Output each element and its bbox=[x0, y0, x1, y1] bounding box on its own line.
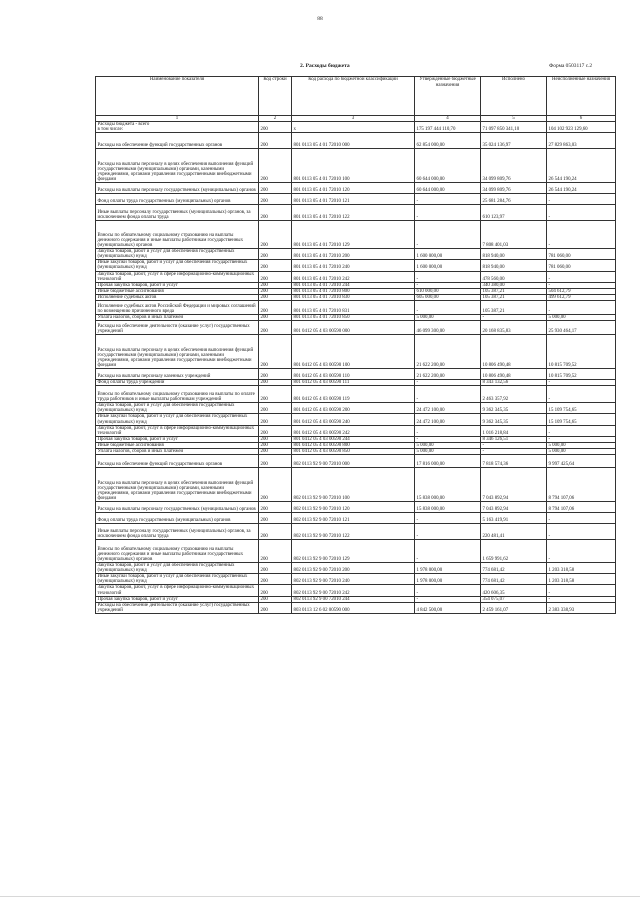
row-approved: 21 622 200,00 bbox=[415, 335, 481, 369]
row-approved: 60 644 000,00 bbox=[415, 149, 481, 183]
row-expense-code: 801 0113 05 4 01 72010 122 bbox=[292, 205, 415, 221]
row-approved: 15 838 000,00 bbox=[415, 468, 481, 502]
row-executed: 354 075,07 bbox=[481, 596, 547, 602]
table-row bbox=[96, 301, 616, 315]
row-approved: - bbox=[415, 301, 481, 315]
row-line-code: 200 bbox=[259, 321, 292, 335]
row-executed: 8 343 132,56 bbox=[481, 380, 547, 386]
row-line-code: 200 bbox=[259, 380, 292, 386]
row-unexecuted: - bbox=[547, 524, 616, 540]
row-approved: - bbox=[415, 540, 481, 563]
row-line-code: 200 bbox=[259, 271, 292, 282]
row-line-code: 200 bbox=[259, 436, 292, 442]
row-name: Фонд оплаты труда учреждений bbox=[96, 380, 259, 386]
row-unexecuted: 781 060,00 bbox=[547, 260, 616, 271]
row-executed: 610 123,97 bbox=[481, 205, 547, 221]
table-row bbox=[96, 585, 616, 596]
row-expense-code: 801 0113 05 4 01 72010 000 bbox=[292, 133, 415, 149]
row-expense-code: 802 0113 92 9 00 72010 242 bbox=[292, 585, 415, 596]
row-expense-code: 801 0412 05 4 03 00590 800 bbox=[292, 442, 415, 448]
row-name: Иные закупки товаров, работ и услуг для обеспечения государственных (муниципальных) нужд bbox=[96, 414, 259, 425]
row-executed: 818 940,00 bbox=[481, 260, 547, 271]
row-name: Иные закупки товаров, работ и услуг для обеспечения государственных (муниципальных) нужд bbox=[96, 574, 259, 585]
row-unexecuted: - bbox=[547, 386, 616, 403]
table-row bbox=[96, 249, 616, 260]
row-executed: 7 043 892,94 bbox=[481, 502, 547, 513]
row-line-code: 200 bbox=[259, 260, 292, 271]
row-approved: 24 472 100,00 bbox=[415, 414, 481, 425]
row-approved: - bbox=[415, 194, 481, 205]
row-unexecuted: 8 794 107,06 bbox=[547, 468, 616, 502]
table-row bbox=[96, 574, 616, 585]
table-row bbox=[96, 205, 616, 221]
row-executed: 478 560,00 bbox=[481, 271, 547, 282]
row-line-code: 200 bbox=[259, 468, 292, 502]
row-unexecuted: - bbox=[547, 436, 616, 442]
table-row bbox=[96, 414, 616, 425]
row-unexecuted: 15 109 754,65 bbox=[547, 414, 616, 425]
row-line-code: 200 bbox=[259, 563, 292, 574]
row-expense-code: 801 0113 05 4 01 72010 120 bbox=[292, 183, 415, 194]
row-name: Расходы на выплаты персоналу в целях обеспечения выполнения функций государственными (муниципальными) органами, казенными учреждениями, органами управления государственными внебюджетными фондами bbox=[96, 149, 259, 183]
form-code: Форма 0503117 с.2 bbox=[549, 63, 593, 69]
row-executed: 7 818 574,36 bbox=[481, 455, 547, 468]
row-executed: - bbox=[481, 442, 547, 448]
column-number: 2 bbox=[259, 116, 292, 122]
row-expense-code: 801 0412 05 4 03 00590 200 bbox=[292, 403, 415, 414]
row-approved: - bbox=[415, 596, 481, 602]
row-expense-code: 801 0113 05 4 01 72010 240 bbox=[292, 260, 415, 271]
row-executed: 7 808 401,03 bbox=[481, 221, 547, 249]
table-row bbox=[96, 524, 616, 540]
row-approved: 15 838 000,00 bbox=[415, 502, 481, 513]
row-expense-code: 801 0113 05 4 01 72010 831 bbox=[292, 301, 415, 315]
table-row bbox=[96, 133, 616, 149]
row-line-code: 200 bbox=[259, 442, 292, 448]
row-approved: - bbox=[415, 585, 481, 596]
table-row bbox=[96, 540, 616, 563]
row-expense-code: 802 0113 92 9 00 72010 000 bbox=[292, 455, 415, 468]
row-approved: 175 197 444 110,70 bbox=[415, 122, 481, 133]
row-expense-code: 801 0113 05 4 01 72010 129 bbox=[292, 221, 415, 249]
row-name: Иные выплаты персоналу государственных (муниципальных) органов, за исключением фонда оплаты труда bbox=[96, 205, 259, 221]
table-row bbox=[96, 403, 616, 414]
row-unexecuted: - bbox=[547, 425, 616, 436]
row-executed: 34 099 809,76 bbox=[481, 149, 547, 183]
row-approved: 605 000,00 bbox=[415, 294, 481, 300]
row-name: Расходы на обеспечение деятельности (оказание услуг) государственных учреждений bbox=[96, 602, 259, 613]
row-line-code: 200 bbox=[259, 301, 292, 315]
row-executed: 9 362 345,35 bbox=[481, 414, 547, 425]
row-name: Исполнение судебных актов bbox=[96, 294, 259, 300]
row-executed: 20 168 835,83 bbox=[481, 321, 547, 335]
row-unexecuted: - bbox=[547, 540, 616, 563]
row-approved: - bbox=[415, 271, 481, 282]
header-row bbox=[96, 77, 616, 116]
row-expense-code: 803 0113 12 6 02 00590 000 bbox=[292, 602, 415, 613]
row-line-code: 200 bbox=[259, 288, 292, 294]
row-line-code: 200 bbox=[259, 133, 292, 149]
row-unexecuted: - bbox=[547, 380, 616, 386]
row-expense-code: 801 0412 05 4 03 00590 000 bbox=[292, 321, 415, 335]
row-unexecuted: 1 203 318,58 bbox=[547, 563, 616, 574]
row-executed: - bbox=[481, 448, 547, 454]
table-body bbox=[96, 122, 616, 614]
row-name: Закупка товаров, работ и услуг для обеспечения государственных (муниципальных) нужд bbox=[96, 563, 259, 574]
row-approved: 21 622 200,00 bbox=[415, 369, 481, 380]
row-expense-code: 802 0113 92 9 00 72010 244 bbox=[292, 596, 415, 602]
row-unexecuted: 27 829 863,03 bbox=[547, 133, 616, 149]
row-name: Расходы на выплаты персоналу в целях обеспечения выполнения функций государственными (муниципальными) органами, казенными учреждениями, органами управления государственными внебюджетными фондами bbox=[96, 335, 259, 369]
row-unexecuted: 9 997 425,64 bbox=[547, 455, 616, 468]
table-row bbox=[96, 335, 616, 369]
row-unexecuted: 5 000,00 bbox=[547, 448, 616, 454]
row-expense-code: 802 0113 92 9 00 72010 122 bbox=[292, 524, 415, 540]
row-approved: - bbox=[415, 436, 481, 442]
row-unexecuted: 2 383 338,93 bbox=[547, 602, 616, 613]
row-line-code: 200 bbox=[259, 574, 292, 585]
row-unexecuted: 15 109 754,65 bbox=[547, 403, 616, 414]
row-unexecuted: - bbox=[547, 513, 616, 524]
table-row bbox=[96, 455, 616, 468]
column-header-executed: Исполнено bbox=[481, 77, 547, 116]
row-unexecuted: 499 612,79 bbox=[547, 294, 616, 300]
row-line-code: 200 bbox=[259, 194, 292, 205]
row-executed: 105 387,21 bbox=[481, 288, 547, 294]
row-line-code: 200 bbox=[259, 315, 292, 321]
row-name: Расходы на обеспечение функций государственных органов bbox=[96, 455, 259, 468]
row-expense-code: 802 0113 92 9 00 72010 200 bbox=[292, 563, 415, 574]
row-unexecuted: 10 815 709,52 bbox=[547, 369, 616, 380]
row-approved: 46 099 300,00 bbox=[415, 321, 481, 335]
row-approved: - bbox=[415, 205, 481, 221]
row-expense-code: 802 0113 92 9 00 72010 129 bbox=[292, 540, 415, 563]
row-expense-code: 802 0113 92 9 00 72010 100 bbox=[292, 468, 415, 502]
row-name: Расходы на выплаты персоналу в целях обеспечения выполнения функций государственными (муниципальными) органами, казенными учреждениями, органами управления государственными внебюджетными фондами bbox=[96, 468, 259, 502]
row-executed: 10 806 490,48 bbox=[481, 369, 547, 380]
row-unexecuted: 10 815 709,52 bbox=[547, 335, 616, 369]
row-unexecuted: - bbox=[547, 282, 616, 288]
row-line-code: 200 bbox=[259, 149, 292, 183]
row-name: Иные выплаты персоналу государственных (муниципальных) органов, за исключением фонда оплаты труда bbox=[96, 524, 259, 540]
row-name: Закупка товаров, работ, услуг в сфере информационно-коммуникационных технологий bbox=[96, 425, 259, 436]
row-approved: - bbox=[415, 425, 481, 436]
row-unexecuted: - bbox=[547, 271, 616, 282]
row-name: Расходы на выплаты персоналу государственных (муниципальных) органов bbox=[96, 502, 259, 513]
row-name: Взносы по обязательному социальному страхованию на выплаты денежного содержания и иные выплаты работникам государственных (муниципальных) органов bbox=[96, 540, 259, 563]
row-expense-code: 801 0113 05 4 01 72010 830 bbox=[292, 294, 415, 300]
row-unexecuted: - bbox=[547, 596, 616, 602]
column-header-expense-code: Код расхода по бюджетной классификации bbox=[292, 77, 415, 116]
row-approved: 1 978 000,00 bbox=[415, 563, 481, 574]
column-header-unexecuted: Неисполненные назначения bbox=[547, 77, 616, 116]
row-executed: 9 362 345,35 bbox=[481, 403, 547, 414]
row-line-code: 200 bbox=[259, 221, 292, 249]
row-line-code: 200 bbox=[259, 386, 292, 403]
table-row bbox=[96, 425, 616, 436]
row-approved: 5 000,00 bbox=[415, 442, 481, 448]
row-name: Иные бюджетные ассигнования bbox=[96, 442, 259, 448]
row-executed: 71 097 850 341,10 bbox=[481, 122, 547, 133]
row-approved: 24 472 100,00 bbox=[415, 403, 481, 414]
row-approved: 60 644 000,00 bbox=[415, 183, 481, 194]
row-line-code: 200 bbox=[259, 455, 292, 468]
row-name: Расходы на обеспечение функций государственных органов bbox=[96, 133, 259, 149]
row-line-code: 200 bbox=[259, 425, 292, 436]
row-expense-code: 801 0412 05 4 03 00590 240 bbox=[292, 414, 415, 425]
row-approved: - bbox=[415, 386, 481, 403]
row-line-code: 200 bbox=[259, 602, 292, 613]
row-approved: 1 600 000,00 bbox=[415, 260, 481, 271]
row-unexecuted: - bbox=[547, 585, 616, 596]
row-executed: 220 481,41 bbox=[481, 524, 547, 540]
row-unexecuted: 26 544 190,24 bbox=[547, 149, 616, 183]
row-line-code: 200 bbox=[259, 596, 292, 602]
row-name: Взносы по обязательному социальному страхованию на выплаты денежного содержания и иные выплаты работникам государственных (муниципальных) органов bbox=[96, 221, 259, 249]
row-line-code: 200 bbox=[259, 294, 292, 300]
row-name: Закупка товаров, работ и услуг для обеспечения государственных (муниципальных) нужд bbox=[96, 403, 259, 414]
row-expense-code: 801 0412 05 4 03 00590 850 bbox=[292, 448, 415, 454]
row-approved: - bbox=[415, 513, 481, 524]
row-line-code: 200 bbox=[259, 585, 292, 596]
row-executed: 35 024 136,97 bbox=[481, 133, 547, 149]
row-unexecuted: - bbox=[547, 205, 616, 221]
row-expense-code: 801 0113 05 4 01 72010 244 bbox=[292, 282, 415, 288]
row-name: Расходы бюджета - всего в том числе: bbox=[96, 122, 259, 133]
row-approved: - bbox=[415, 380, 481, 386]
row-expense-code: 801 0113 05 4 01 72010 121 bbox=[292, 194, 415, 205]
column-header-line-code: Код строки bbox=[259, 77, 292, 116]
row-unexecuted: 504 612,79 bbox=[547, 288, 616, 294]
row-name: Закупка товаров, работ, услуг в сфере информационно-коммуникационных технологий bbox=[96, 271, 259, 282]
row-executed: 25 681 284,76 bbox=[481, 194, 547, 205]
row-executed: - bbox=[481, 315, 547, 321]
table-row bbox=[96, 321, 616, 335]
row-expense-code: 802 0113 92 9 00 72010 120 bbox=[292, 502, 415, 513]
row-executed: 105 387,21 bbox=[481, 301, 547, 315]
row-unexecuted: 781 060,00 bbox=[547, 249, 616, 260]
page-number: 88 bbox=[317, 16, 323, 22]
table-row bbox=[96, 271, 616, 282]
column-number: 3 bbox=[292, 116, 415, 122]
expenses-table bbox=[95, 76, 616, 614]
row-approved: 610 000,00 bbox=[415, 288, 481, 294]
row-name: Иные закупки товаров, работ и услуг для обеспечения государственных (муниципальных) нужд bbox=[96, 260, 259, 271]
row-executed: 818 940,00 bbox=[481, 249, 547, 260]
column-number: 1 bbox=[96, 116, 259, 122]
column-header-approved: Утвержденные бюджетные назначения bbox=[415, 77, 481, 116]
table-row bbox=[96, 183, 616, 194]
row-executed: 1 016 218,84 bbox=[481, 425, 547, 436]
row-executed: 1 659 991,62 bbox=[481, 540, 547, 563]
table-row bbox=[96, 386, 616, 403]
row-name: Прочая закупка товаров, работ и услуг bbox=[96, 282, 259, 288]
section-title: 2. Расходы бюджета bbox=[300, 63, 350, 69]
column-number: 5 bbox=[481, 116, 547, 122]
page-bottom-edge bbox=[0, 896, 640, 897]
column-header-name: Наименование показателя bbox=[96, 77, 259, 116]
row-line-code: 200 bbox=[259, 122, 292, 133]
table-row bbox=[96, 194, 616, 205]
row-name: Расходы на выплаты персоналу государственных (муниципальных) органов bbox=[96, 183, 259, 194]
row-unexecuted: 1 203 318,58 bbox=[547, 574, 616, 585]
row-name: Закупка товаров, работ, услуг в сфере информационно-коммуникационных технологий bbox=[96, 585, 259, 596]
row-line-code: 200 bbox=[259, 249, 292, 260]
table-row bbox=[96, 563, 616, 574]
row-expense-code: 801 0113 05 4 01 72010 242 bbox=[292, 271, 415, 282]
row-executed: 8 346 126,51 bbox=[481, 436, 547, 442]
table-row bbox=[96, 502, 616, 513]
row-executed: 105 387,21 bbox=[481, 294, 547, 300]
row-executed: 420 606,35 bbox=[481, 585, 547, 596]
row-name: Расходы на выплаты персоналу казенных учреждений bbox=[96, 369, 259, 380]
table-row bbox=[96, 369, 616, 380]
row-name: Уплата налогов, сборов и иных платежей bbox=[96, 315, 259, 321]
row-name: Иные бюджетные ассигнования bbox=[96, 288, 259, 294]
table-row bbox=[96, 468, 616, 502]
row-line-code: 200 bbox=[259, 540, 292, 563]
row-executed: 5 163 419,91 bbox=[481, 513, 547, 524]
row-line-code: 200 bbox=[259, 448, 292, 454]
row-approved: 17 816 000,00 bbox=[415, 455, 481, 468]
row-expense-code: 801 0412 05 4 03 00590 242 bbox=[292, 425, 415, 436]
row-expense-code: 801 0113 05 4 01 72010 200 bbox=[292, 249, 415, 260]
table-row bbox=[96, 260, 616, 271]
row-line-code: 200 bbox=[259, 524, 292, 540]
row-approved: 5 000,00 bbox=[415, 315, 481, 321]
table-row bbox=[96, 513, 616, 524]
row-executed: 774 681,42 bbox=[481, 574, 547, 585]
row-unexecuted: 104 102 923 129,60 bbox=[547, 122, 616, 133]
row-line-code: 200 bbox=[259, 369, 292, 380]
row-executed: 34 099 809,76 bbox=[481, 183, 547, 194]
row-expense-code: 801 0113 05 4 01 72010 800 bbox=[292, 288, 415, 294]
row-name: Прочая закупка товаров, работ и услуг bbox=[96, 436, 259, 442]
row-unexecuted: 8 794 107,06 bbox=[547, 502, 616, 513]
row-line-code: 200 bbox=[259, 205, 292, 221]
row-expense-code: 801 0412 05 4 03 00590 119 bbox=[292, 386, 415, 403]
row-expense-code: 802 0113 92 9 00 72010 121 bbox=[292, 513, 415, 524]
row-executed: 2 459 161,07 bbox=[481, 602, 547, 613]
row-line-code: 200 bbox=[259, 414, 292, 425]
row-unexecuted: - bbox=[547, 301, 616, 315]
row-name: Прочая закупка товаров, работ и услуг bbox=[96, 596, 259, 602]
row-approved: 4 842 500,00 bbox=[415, 602, 481, 613]
row-name: Взносы по обязательному социальному страхованию на выплаты по оплате труда работников и иные выплаты работникам учреждений bbox=[96, 386, 259, 403]
row-expense-code: 801 0412 05 4 03 00590 111 bbox=[292, 380, 415, 386]
row-approved: 1 600 000,00 bbox=[415, 249, 481, 260]
row-executed: 2 463 357,92 bbox=[481, 386, 547, 403]
table-row bbox=[96, 149, 616, 183]
row-expense-code: 802 0113 92 9 00 72010 240 bbox=[292, 574, 415, 585]
row-unexecuted: 5 000,00 bbox=[547, 442, 616, 448]
row-expense-code: 801 0113 05 4 01 72010 100 bbox=[292, 149, 415, 183]
row-name: Закупка товаров, работ и услуг для обеспечения государственных (муниципальных) нужд bbox=[96, 249, 259, 260]
row-executed: 774 681,42 bbox=[481, 563, 547, 574]
row-executed: 7 043 892,94 bbox=[481, 468, 547, 502]
row-executed: 340 380,00 bbox=[481, 282, 547, 288]
row-unexecuted: 5 000,00 bbox=[547, 315, 616, 321]
row-line-code: 200 bbox=[259, 183, 292, 194]
row-executed: 10 806 490,48 bbox=[481, 335, 547, 369]
row-name: Фонд оплаты труда государственных (муниципальных) органов bbox=[96, 513, 259, 524]
row-line-code: 200 bbox=[259, 282, 292, 288]
row-approved: 1 978 000,00 bbox=[415, 574, 481, 585]
row-name: Уплата налогов, сборов и иных платежей bbox=[96, 448, 259, 454]
row-expense-code: 801 0113 05 4 01 72010 850 bbox=[292, 315, 415, 321]
row-unexecuted: - bbox=[547, 194, 616, 205]
row-expense-code: 801 0412 05 4 03 00590 110 bbox=[292, 369, 415, 380]
column-number: 6 bbox=[547, 116, 616, 122]
row-name: Расходы на обеспечение деятельности (оказание услуг) государственных учреждений bbox=[96, 321, 259, 335]
row-name: Исполнение судебных актов Российской Федерации и мировых соглашений по возмещению причиненного вреда bbox=[96, 301, 259, 315]
row-expense-code: 801 0412 05 4 03 00590 244 bbox=[292, 436, 415, 442]
row-approved: - bbox=[415, 221, 481, 249]
row-line-code: 200 bbox=[259, 502, 292, 513]
column-number: 4 bbox=[415, 116, 481, 122]
table-row bbox=[96, 221, 616, 249]
row-approved: - bbox=[415, 282, 481, 288]
row-approved: 5 000,00 bbox=[415, 448, 481, 454]
row-line-code: 200 bbox=[259, 335, 292, 369]
table-row bbox=[96, 602, 616, 613]
row-expense-code: 801 0412 05 4 03 00590 100 bbox=[292, 335, 415, 369]
row-approved: 62 854 000,00 bbox=[415, 133, 481, 149]
row-approved: - bbox=[415, 524, 481, 540]
table-row bbox=[96, 122, 616, 133]
row-line-code: 200 bbox=[259, 513, 292, 524]
row-line-code: 200 bbox=[259, 403, 292, 414]
row-name: Фонд оплаты труда государственных (муниципальных) органов bbox=[96, 194, 259, 205]
row-expense-code: x bbox=[292, 122, 415, 133]
row-unexecuted: - bbox=[547, 221, 616, 249]
row-unexecuted: 26 544 190,24 bbox=[547, 183, 616, 194]
row-unexecuted: 25 930 464,17 bbox=[547, 321, 616, 335]
